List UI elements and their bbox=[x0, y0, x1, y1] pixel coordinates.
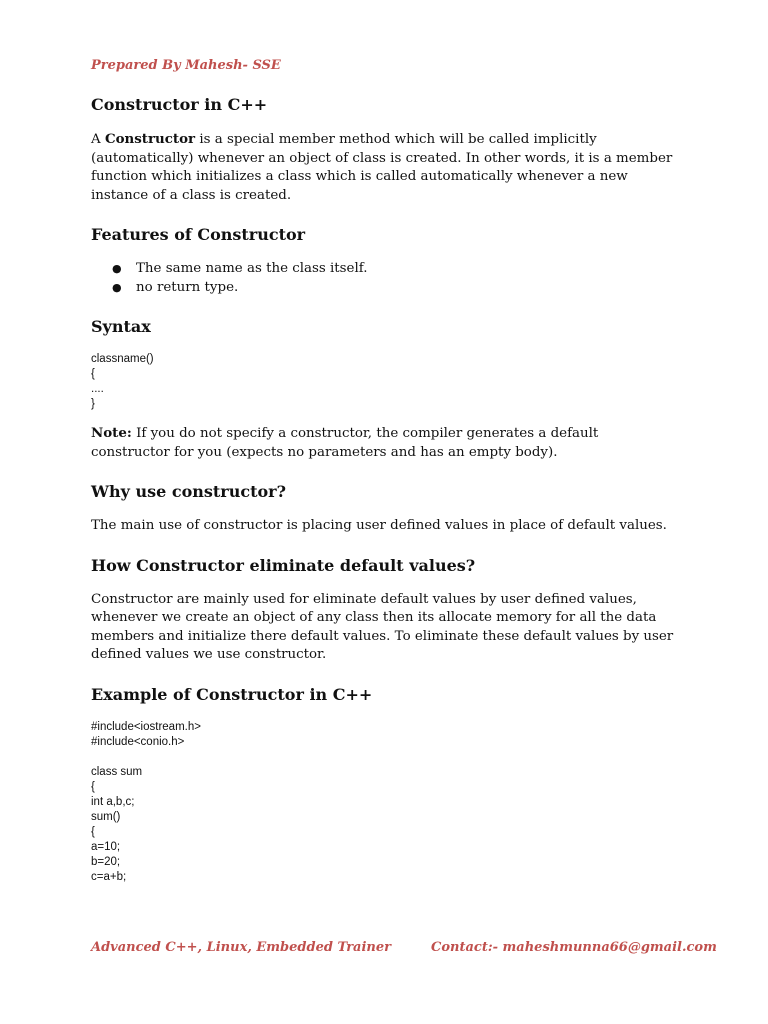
code-line: } bbox=[91, 398, 95, 410]
paragraph-constructor-intro bbox=[91, 130, 681, 205]
heading-syntax: Syntax bbox=[91, 317, 151, 336]
document-body bbox=[91, 94, 681, 885]
code-line: classname() bbox=[91, 353, 154, 365]
code-line: #include<iostream.h> bbox=[91, 720, 201, 733]
code-line: .... bbox=[91, 383, 104, 395]
code-line: { bbox=[91, 368, 95, 380]
code-line: sum() bbox=[91, 810, 121, 823]
code-line: a=10; bbox=[91, 840, 121, 853]
footer-contact: Contact:- maheshmunna66@gmail.com bbox=[431, 940, 717, 955]
bullet-icon: ● bbox=[112, 262, 122, 275]
bullet-icon: ● bbox=[112, 280, 122, 294]
heading-how: How Constructor eliminate default values? bbox=[91, 555, 476, 575]
heading-features: Features of Constructor bbox=[91, 225, 306, 244]
code-line: c=a+b; bbox=[91, 870, 127, 883]
list-item: ● no return type. bbox=[136, 279, 681, 298]
code-line: { bbox=[91, 825, 95, 838]
syntax-code-block bbox=[91, 352, 681, 412]
paragraph-how: Constructor are mainly used for eliminate default values by user defined values, whenever we create an object of any class then its allocate memory for all the data members and initialize there default values. To eliminate these default values by user defined values we use constructor. bbox=[91, 591, 674, 662]
prepared-by-header: Prepared By Mahesh- SSE bbox=[91, 58, 281, 73]
heading-constructor: Constructor in C++ bbox=[91, 95, 268, 114]
intro-rest: is a special member method which will be called implicitly (automatically) whenever an object of class is created. In other words, it is a member function which initializes a class which is called automatically whenever a new instance of a class is created. bbox=[91, 132, 673, 203]
code-line: class sum bbox=[91, 765, 143, 778]
code-line: #include<conio.h> bbox=[91, 735, 185, 748]
heading-example: Example of Constructor in C++ bbox=[91, 684, 373, 704]
footer-trainer: Advanced C++, Linux, Embedded Trainer bbox=[91, 940, 391, 955]
note-text: If you do not specify a constructor, the compiler generates a default constructor for you (expects no parameters and has an empty body). bbox=[91, 426, 599, 460]
list-item: ● The same name as the class itself. bbox=[136, 260, 681, 279]
paragraph-why: The main use of constructor is placing user defined values in place of default values. bbox=[91, 518, 667, 533]
paragraph-note bbox=[91, 424, 681, 462]
intro-bold-term: Constructor bbox=[104, 131, 196, 147]
note-label: Note: bbox=[91, 425, 132, 441]
code-line: { bbox=[91, 780, 95, 793]
intro-prefix: A bbox=[91, 132, 105, 147]
heading-why: Why use constructor? bbox=[91, 482, 286, 501]
code-line: b=20; bbox=[91, 855, 121, 868]
code-line bbox=[91, 750, 681, 765]
example-code-block bbox=[91, 720, 681, 885]
features-list bbox=[91, 260, 681, 297]
code-line: int a,b,c; bbox=[91, 795, 135, 808]
